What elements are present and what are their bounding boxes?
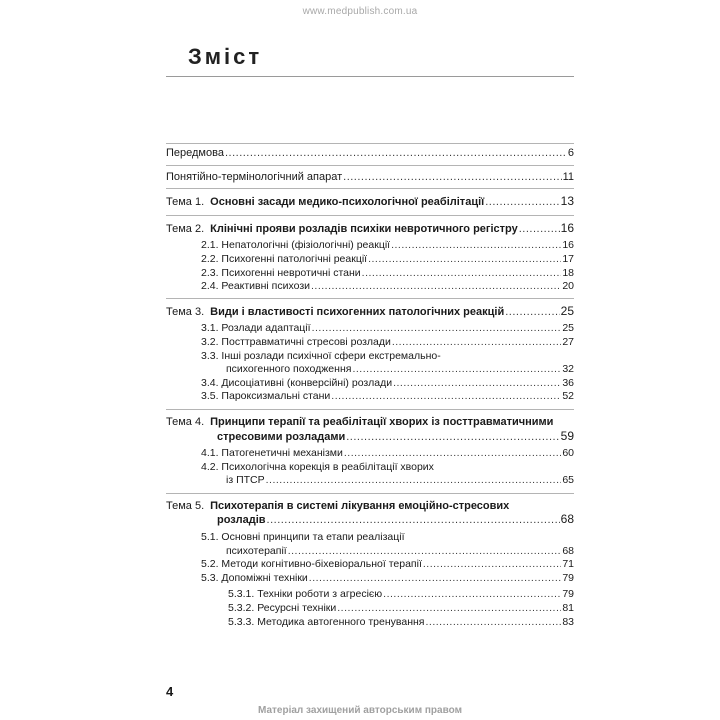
- toc-entry-topic4: [166, 416, 574, 444]
- toc-entry-3-1: [201, 322, 574, 336]
- toc-label: 5.3. Допоміжні техніки: [201, 571, 308, 584]
- toc-page: 71: [562, 558, 574, 571]
- toc-page: 79: [562, 571, 574, 584]
- toc-page: 68: [562, 544, 574, 557]
- topic-prefix: Тема 5.: [166, 499, 205, 512]
- leader-dots: [346, 431, 559, 445]
- toc-entry-3-3: [201, 350, 574, 377]
- toc-entry-3-4: [201, 377, 574, 391]
- toc-entry-5-3-3: [228, 616, 574, 630]
- leader-dots: [311, 280, 561, 294]
- toc-label: 3.3. Інші розлади психічної сфери екстремально-: [201, 349, 441, 362]
- topic-title: Види і властивості психогенних патологічних реакцій: [210, 305, 505, 318]
- leader-dots: [505, 306, 559, 320]
- toc-label: Передмова: [166, 147, 224, 159]
- toc-page: 79: [562, 588, 574, 601]
- toc-label: 5.3.2. Ресурсні техніки: [228, 602, 337, 615]
- toc-page: 60: [562, 447, 574, 460]
- toc-page: 13: [560, 194, 574, 209]
- toc-divider: [166, 215, 574, 216]
- toc-entry-3-5: [201, 390, 574, 404]
- toc-page: 16: [562, 239, 574, 252]
- topic-title: Клінічні прояви розладів психіки невротичного регістру: [210, 222, 518, 235]
- toc-label: Понятійно-термінологічний апарат: [166, 170, 343, 183]
- leader-dots: [393, 377, 561, 391]
- header-url: www.medpublish.com.ua: [302, 6, 418, 17]
- leader-dots: [344, 447, 561, 461]
- toc-entry-5-2: [201, 558, 574, 572]
- topic-title: Психотерапія в системі лікування емоційно-стресових: [210, 499, 510, 512]
- toc-divider: [166, 165, 574, 166]
- topic-title-continuation: стресовими розладами: [217, 430, 346, 443]
- toc-page: 18: [562, 266, 574, 279]
- toc-divider: [166, 493, 574, 494]
- toc-label: 5.3.3. Методика автогенного тренування: [228, 615, 425, 628]
- topic-prefix: Тема 3.: [166, 305, 205, 318]
- leader-dots: [485, 196, 559, 210]
- leader-dots: [343, 171, 561, 185]
- toc-page: 11: [562, 170, 574, 183]
- topic-title-continuation: розладів: [217, 514, 266, 527]
- toc-page: 27: [562, 335, 574, 348]
- toc-entry-topic5: [166, 500, 574, 528]
- leader-dots: [309, 572, 562, 586]
- leader-dots: [391, 239, 561, 253]
- toc-entry-glossary: [166, 171, 574, 185]
- toc-entry-2-2: [201, 253, 574, 267]
- toc-label: 2.4. Реактивні психози: [201, 280, 310, 293]
- toc-divider: [166, 409, 574, 410]
- toc-label-continuation: психотерапії: [226, 544, 287, 557]
- toc-entry-topic2: [166, 222, 574, 237]
- leader-dots: [352, 363, 561, 377]
- toc-entry-4-2: [201, 461, 574, 488]
- toc-page: 17: [562, 252, 574, 265]
- leader-dots: [368, 253, 561, 267]
- toc-page: 16: [560, 220, 574, 235]
- toc-page: 83: [562, 615, 574, 628]
- toc-page: 68: [560, 512, 574, 527]
- topic-prefix: Тема 2.: [166, 222, 205, 235]
- leader-dots: [426, 616, 562, 630]
- title-rule: [166, 76, 574, 77]
- toc-page: 36: [562, 376, 574, 389]
- leader-dots: [383, 588, 561, 602]
- page-number: 4: [166, 684, 174, 699]
- leader-dots: [225, 147, 567, 161]
- toc-label: 3.4. Дисоціативні (конверсійні) розлади: [201, 376, 393, 389]
- toc-page: 52: [562, 390, 574, 403]
- toc-entry-5-3-1: [228, 588, 574, 602]
- toc-label: 4.2. Психологічна корекція в реабілітації хворих: [201, 460, 434, 473]
- toc-entry-preface: [166, 147, 574, 161]
- topic-prefix: Тема 4.: [166, 415, 205, 428]
- leader-dots: [312, 322, 562, 336]
- toc-label: 3.2. Посттравматичні стресові розлади: [201, 335, 391, 348]
- topic-prefix: Тема 1.: [166, 196, 205, 209]
- toc-page: 6: [567, 147, 574, 159]
- leader-dots: [423, 558, 561, 572]
- toc-page: 81: [562, 602, 574, 615]
- leader-dots: [362, 267, 562, 281]
- toc-entry-2-4: [201, 280, 574, 294]
- leader-dots: [266, 474, 562, 488]
- leader-dots: [288, 545, 562, 559]
- toc-label: 2.3. Психогенні невротичні стани: [201, 266, 361, 279]
- toc-entry-topic1: [166, 195, 574, 210]
- toc-label-continuation: із ПТСР: [226, 474, 265, 487]
- table-of-contents: [166, 143, 574, 629]
- toc-label: 5.2. Методи когнітивно-біхевіоральної терапії: [201, 558, 422, 571]
- leader-dots: [267, 514, 560, 528]
- page-title: Зміст: [188, 44, 263, 69]
- toc-page: 32: [562, 363, 574, 376]
- toc-label: 2.2. Психогенні патологічні реакції: [201, 252, 368, 265]
- toc-label: 5.1. Основні принципи та етапи реалізації: [201, 531, 405, 544]
- toc-entry-5-3-2: [228, 602, 574, 616]
- toc-divider: [166, 298, 574, 299]
- leader-dots: [392, 336, 561, 350]
- toc-label: 4.1. Патогенетичні механізми: [201, 447, 343, 460]
- toc-label: 5.3.1. Техніки роботи з агресією: [228, 588, 383, 601]
- toc-page: 65: [562, 474, 574, 487]
- toc-label: 3.1. Розлади адаптації: [201, 322, 311, 335]
- toc-entry-5-3: [201, 572, 574, 586]
- footer-copyright: Матеріал захищений авторським правом: [258, 705, 462, 716]
- toc-divider: [166, 143, 574, 144]
- toc-entry-4-1: [201, 447, 574, 461]
- topic-title: Принципи терапії та реабілітації хворих із посттравматичними: [210, 415, 554, 428]
- toc-entry-5-1: [201, 531, 574, 558]
- toc-entry-2-1: [201, 239, 574, 253]
- toc-label-continuation: психогенного походження: [226, 363, 352, 376]
- leader-dots: [337, 602, 561, 616]
- toc-page: 20: [562, 280, 574, 293]
- toc-label: 2.1. Непатологічні (фізіологічні) реакції: [201, 239, 391, 252]
- toc-entry-topic3: [166, 305, 574, 320]
- leader-dots: [331, 390, 561, 404]
- topic-title: Основні засади медико-психологічної реабілітації: [210, 196, 485, 209]
- toc-entry-3-2: [201, 336, 574, 350]
- toc-page: 25: [560, 303, 574, 318]
- toc-entry-2-3: [201, 267, 574, 281]
- toc-page: 25: [562, 322, 574, 335]
- toc-label: 3.5. Пароксизмальні стани: [201, 390, 331, 403]
- leader-dots: [519, 223, 560, 237]
- toc-page: 59: [560, 428, 574, 443]
- toc-divider: [166, 188, 574, 189]
